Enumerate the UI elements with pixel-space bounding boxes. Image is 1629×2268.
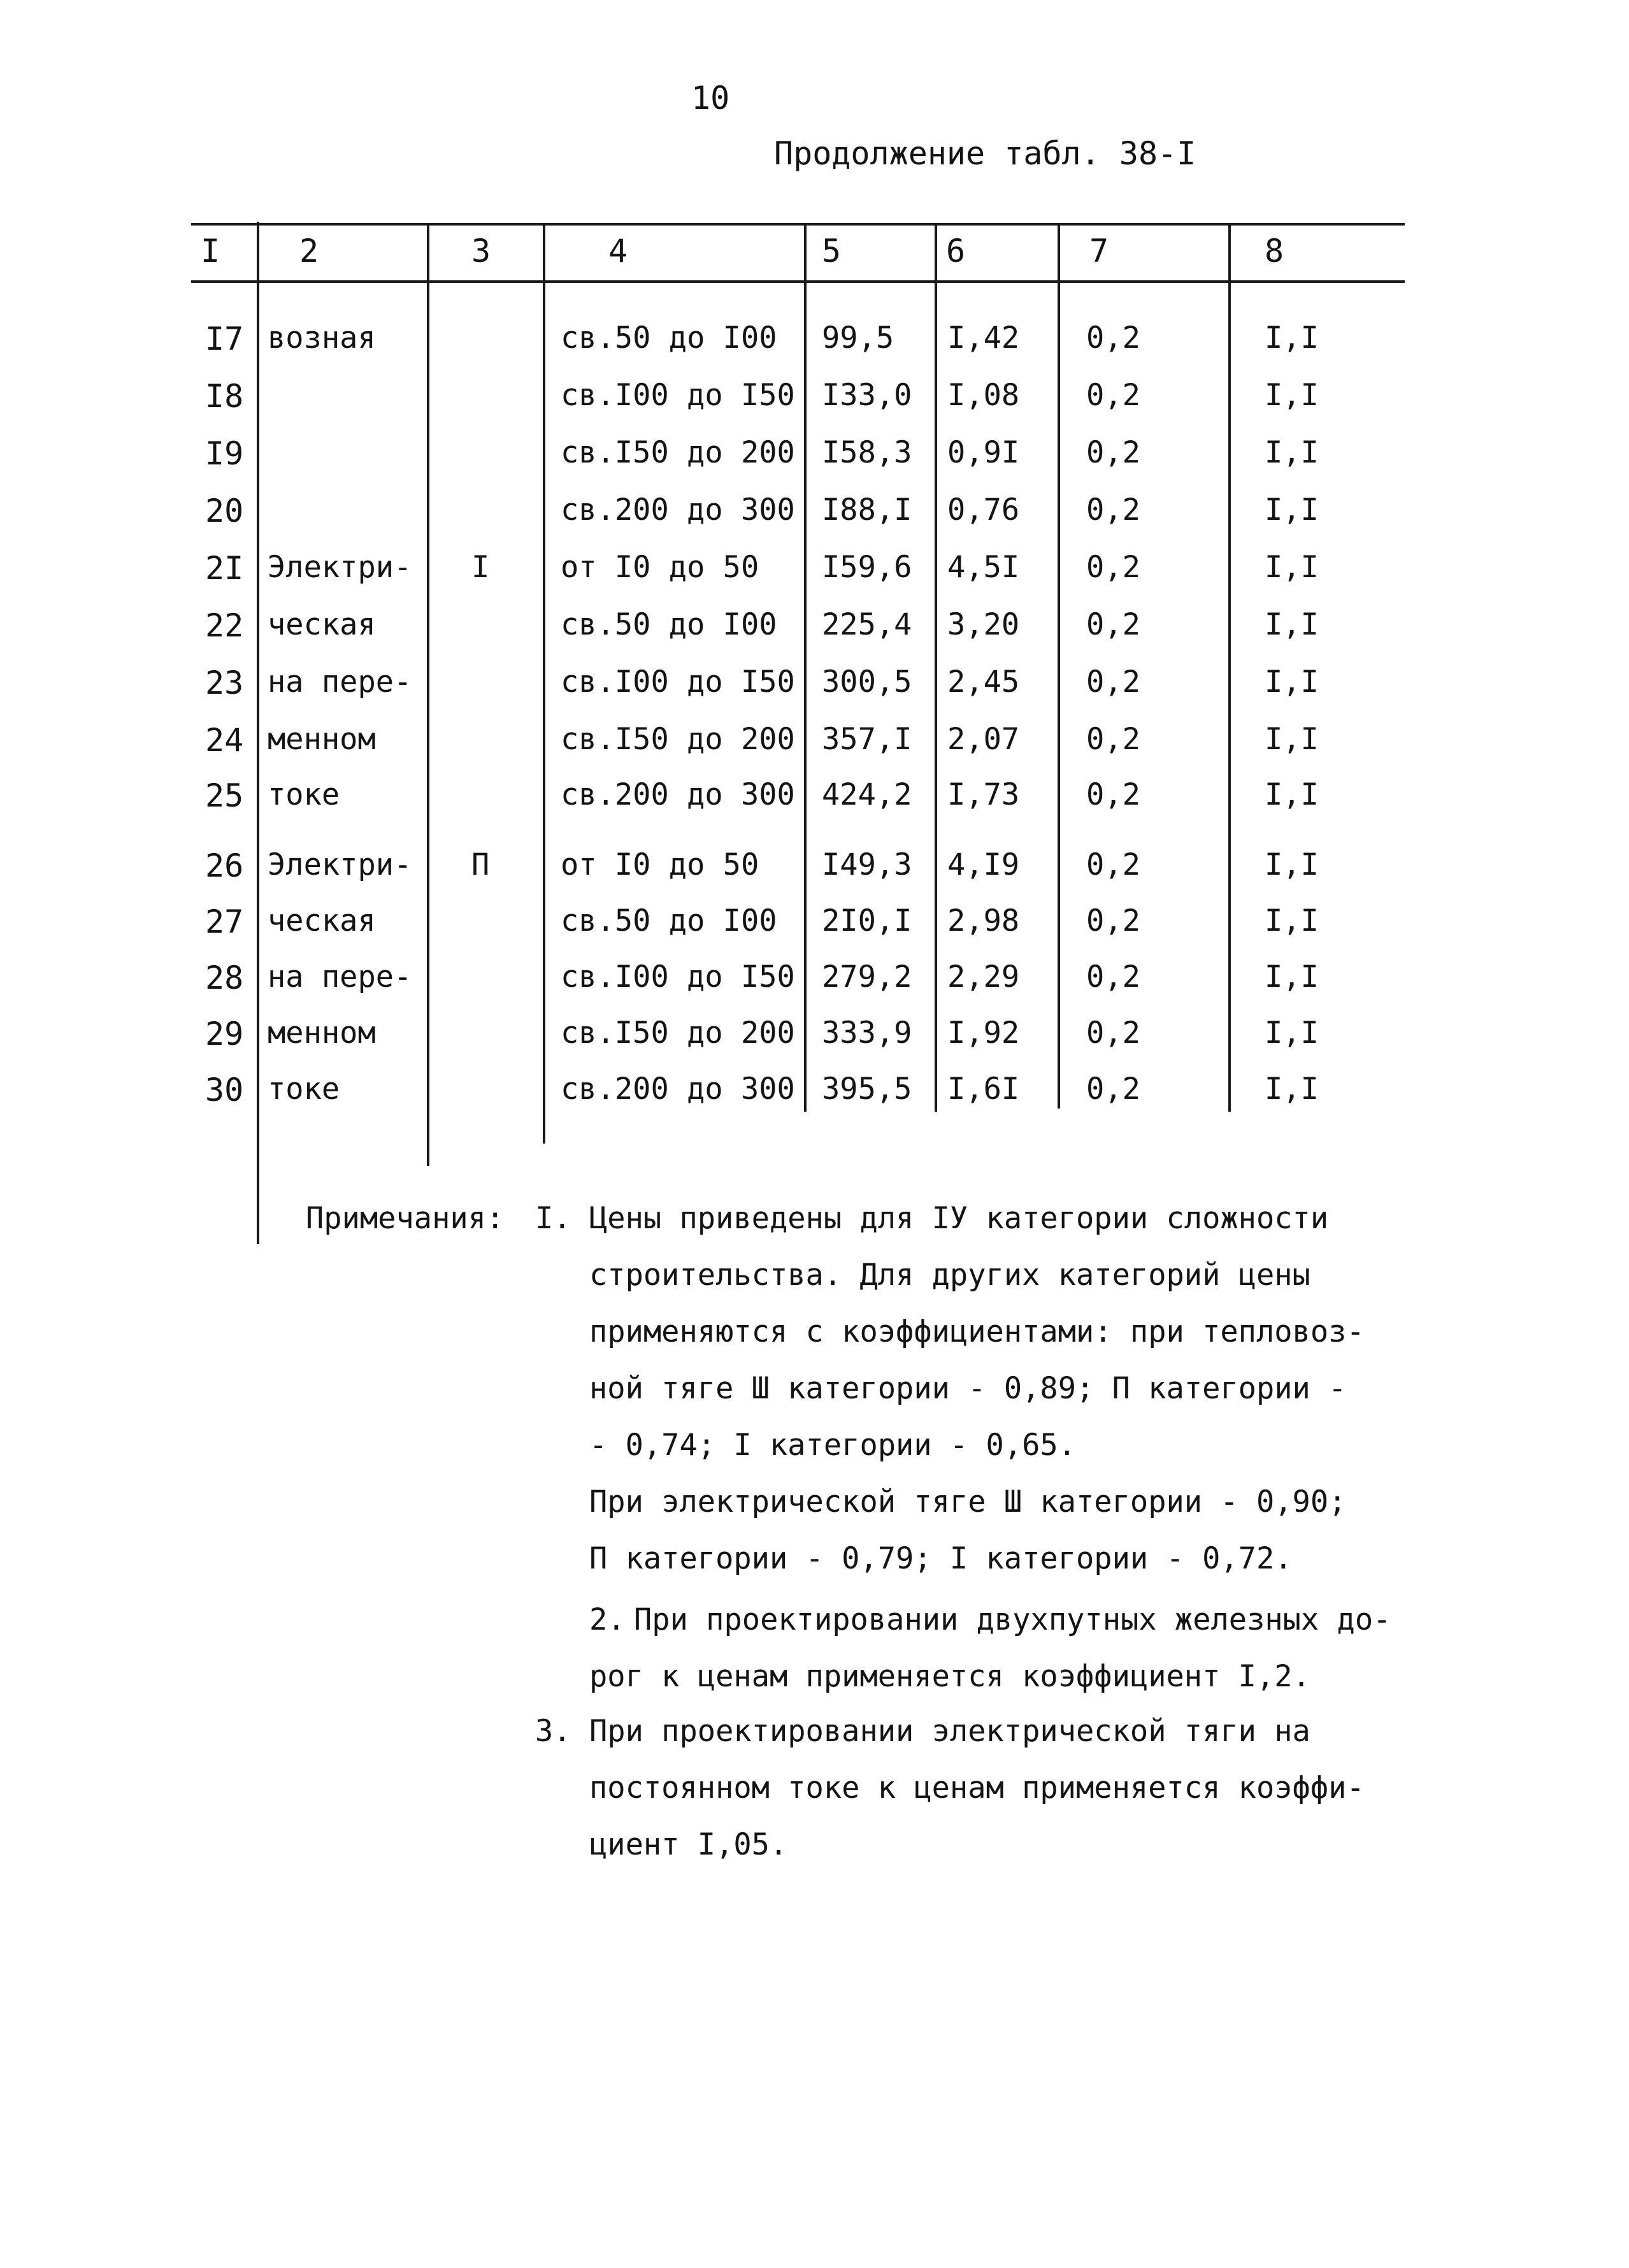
cell-coefficient-6: I,08 [947, 378, 1020, 413]
cell-category: П [471, 847, 490, 882]
cell-coefficient-6: 4,I9 [947, 847, 1020, 882]
header-cell-8: 8 [1265, 233, 1284, 269]
cell-coefficient-7: 0,2 [1086, 959, 1140, 994]
header-cell-5: 5 [822, 233, 842, 269]
cell-range: св.I00 до I50 [561, 959, 795, 994]
cell-coefficient-6: I,92 [947, 1016, 1020, 1051]
cell-row-number: 22 [205, 607, 244, 644]
cell-coefficient-7: 0,2 [1086, 378, 1140, 413]
cell-coefficient-8: I,I [1265, 777, 1319, 812]
note-line: рог к ценам применяется коэффициент I,2. [589, 1659, 1310, 1694]
cell-row-number: I8 [205, 378, 244, 415]
cell-range: св.50 до I00 [561, 903, 777, 938]
cell-coefficient-8: I,I [1265, 492, 1319, 528]
cell-coefficient-6: 2,29 [947, 959, 1020, 994]
header-cell-3: 3 [471, 233, 491, 269]
cell-range: св.I00 до I50 [561, 664, 795, 700]
cell-coefficient-7: 0,2 [1086, 903, 1140, 938]
cell-range: св.50 до I00 [561, 320, 777, 355]
cell-coefficient-6: I,73 [947, 777, 1020, 812]
cell-coefficient-7: 0,2 [1086, 320, 1140, 355]
cell-coefficient-7: 0,2 [1086, 550, 1140, 585]
cell-price: 395,5 [822, 1072, 912, 1107]
cell-traction-type: возная [268, 320, 376, 355]
header-cell-1: I [201, 233, 220, 269]
cell-coefficient-6: 2,45 [947, 664, 1020, 700]
cell-coefficient-8: I,I [1265, 903, 1319, 938]
cell-range: от I0 до 50 [561, 847, 759, 882]
note-number: I. [535, 1201, 571, 1236]
cell-price: 333,9 [822, 1016, 912, 1051]
column-rule-2 [427, 223, 429, 1166]
cell-row-number: 2I [205, 550, 244, 587]
table-caption: Продолжение табл. 38-I [774, 135, 1196, 172]
column-rule-6 [1058, 223, 1060, 1109]
cell-row-number: 26 [205, 847, 244, 884]
cell-price: I59,6 [822, 550, 912, 585]
column-rule-4 [804, 223, 807, 1112]
cell-category: I [471, 550, 490, 585]
cell-coefficient-7: 0,2 [1086, 847, 1140, 882]
notes-label: Примечания: [306, 1201, 505, 1236]
cell-traction-type: токе [268, 1072, 340, 1107]
note-number: 2. [589, 1602, 626, 1637]
header-cell-7: 7 [1089, 233, 1109, 269]
note-line: строительства. Для других категорий цены [589, 1258, 1310, 1293]
cell-range: св.50 до I00 [561, 607, 777, 642]
note-line: ной тяге Ш категории - 0,89; П категории - [589, 1371, 1347, 1406]
cell-coefficient-7: 0,2 [1086, 435, 1140, 470]
cell-price: 225,4 [822, 607, 912, 642]
cell-price: I49,3 [822, 847, 912, 882]
table-header-rule [191, 280, 1405, 283]
cell-range: св.I00 до I50 [561, 378, 795, 413]
cell-traction-type: на пере- [268, 959, 412, 994]
note-line: циент I,05. [589, 1827, 788, 1862]
cell-row-number: 25 [205, 777, 244, 814]
note-line: постоянном токе к ценам применяется коэффи- [589, 1770, 1365, 1805]
note-line: применяются с коэффициентами: при тепловоз- [589, 1314, 1365, 1349]
cell-traction-type: ческая [268, 607, 376, 642]
cell-coefficient-7: 0,2 [1086, 777, 1140, 812]
note-line: П категории - 0,79; I категории - 0,72. [589, 1541, 1293, 1576]
cell-coefficient-8: I,I [1265, 1016, 1319, 1051]
cell-price: I58,3 [822, 435, 912, 470]
cell-traction-type: Электри- [268, 550, 412, 585]
cell-coefficient-7: 0,2 [1086, 492, 1140, 528]
cell-range: св.I50 до 200 [561, 435, 795, 470]
cell-row-number: 27 [205, 903, 244, 940]
page-number: 10 [691, 80, 730, 117]
header-cell-4: 4 [608, 233, 628, 269]
cell-range: св.I50 до 200 [561, 1016, 795, 1051]
cell-coefficient-7: 0,2 [1086, 607, 1140, 642]
note-line: Цены приведены для IУ категории сложности [589, 1201, 1329, 1236]
cell-coefficient-8: I,I [1265, 607, 1319, 642]
note-line: - 0,74; I категории - 0,65. [589, 1428, 1077, 1463]
cell-row-number: 29 [205, 1016, 244, 1052]
cell-traction-type: токе [268, 777, 340, 812]
note-line: При проектировании двухпутных железных до- [634, 1602, 1391, 1637]
cell-coefficient-8: I,I [1265, 664, 1319, 700]
cell-price: 424,2 [822, 777, 912, 812]
cell-row-number: 30 [205, 1072, 244, 1109]
cell-row-number: I7 [205, 320, 244, 357]
cell-coefficient-6: I,42 [947, 320, 1020, 355]
cell-coefficient-7: 0,2 [1086, 664, 1140, 700]
cell-traction-type: ческая [268, 903, 376, 938]
cell-coefficient-7: 0,2 [1086, 1072, 1140, 1107]
column-rule-5 [935, 223, 937, 1112]
note-line: При электрической тяге Ш категории - 0,90; [589, 1484, 1347, 1519]
cell-coefficient-7: 0,2 [1086, 722, 1140, 757]
cell-traction-type: менном [268, 722, 376, 757]
cell-price: 300,5 [822, 664, 912, 700]
cell-range: от I0 до 50 [561, 550, 759, 585]
column-rule-7 [1228, 223, 1231, 1112]
cell-range: св.I50 до 200 [561, 722, 795, 757]
cell-traction-type: менном [268, 1016, 376, 1051]
header-cell-2: 2 [299, 233, 319, 269]
cell-traction-type: Электри- [268, 847, 412, 882]
cell-price: 279,2 [822, 959, 912, 994]
cell-coefficient-8: I,I [1265, 550, 1319, 585]
note-number: 3. [535, 1714, 571, 1749]
cell-coefficient-8: I,I [1265, 435, 1319, 470]
table-top-rule [191, 223, 1405, 226]
cell-price: 357,I [822, 722, 912, 757]
cell-coefficient-6: 2,98 [947, 903, 1020, 938]
column-rule-3 [543, 223, 545, 1144]
cell-coefficient-6: 4,5I [947, 550, 1020, 585]
cell-coefficient-8: I,I [1265, 959, 1319, 994]
cell-coefficient-8: I,I [1265, 378, 1319, 413]
cell-coefficient-7: 0,2 [1086, 1016, 1140, 1051]
cell-price: 99,5 [822, 320, 894, 355]
cell-coefficient-6: 0,76 [947, 492, 1020, 528]
cell-coefficient-6: 3,20 [947, 607, 1020, 642]
cell-row-number: 23 [205, 664, 244, 701]
cell-row-number: 20 [205, 492, 244, 529]
header-cell-6: 6 [946, 233, 966, 269]
cell-row-number: 28 [205, 959, 244, 996]
cell-range: св.200 до 300 [561, 492, 795, 528]
cell-coefficient-6: 2,07 [947, 722, 1020, 757]
cell-price: I88,I [822, 492, 912, 528]
cell-range: св.200 до 300 [561, 777, 795, 812]
cell-range: св.200 до 300 [561, 1072, 795, 1107]
column-rule-1 [257, 222, 259, 1244]
cell-traction-type: на пере- [268, 664, 412, 700]
note-line: При проектировании электрической тяги на [589, 1714, 1310, 1749]
cell-coefficient-8: I,I [1265, 722, 1319, 757]
cell-price: 2I0,I [822, 903, 912, 938]
cell-coefficient-8: I,I [1265, 1072, 1319, 1107]
cell-coefficient-8: I,I [1265, 320, 1319, 355]
cell-coefficient-6: 0,9I [947, 435, 1020, 470]
cell-coefficient-8: I,I [1265, 847, 1319, 882]
cell-row-number: I9 [205, 435, 244, 472]
cell-row-number: 24 [205, 722, 244, 759]
cell-price: I33,0 [822, 378, 912, 413]
cell-coefficient-6: I,6I [947, 1072, 1020, 1107]
